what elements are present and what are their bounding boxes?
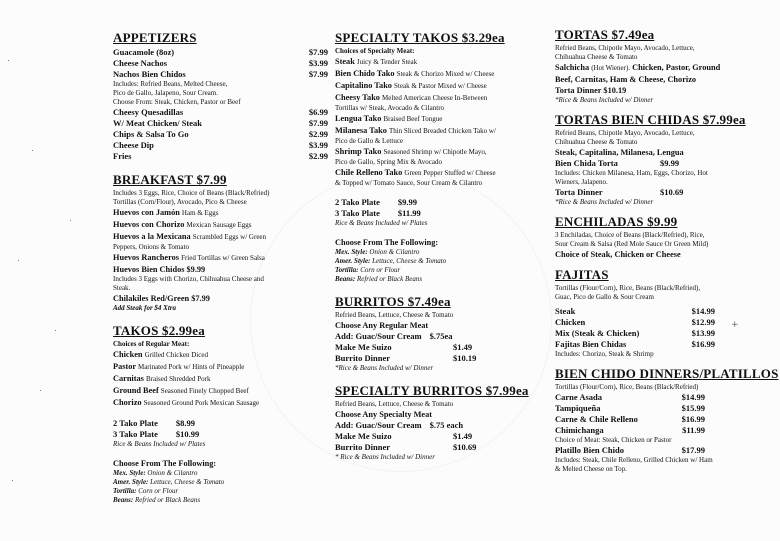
enchiladas-section bbox=[555, 214, 775, 260]
section-title: SPECIALTY BURRITOS $7.99ea bbox=[335, 383, 529, 398]
option-line: Tortilla: Corn or Flour bbox=[113, 487, 179, 495]
menu-item: Choice of Steak, Chicken or Cheese bbox=[555, 250, 681, 259]
menu-item: Huevos Rancheros Fried Tortillas w/ Green Salsa bbox=[113, 253, 265, 262]
menu-item: Carnitas Braised Shredded Pork bbox=[113, 374, 211, 383]
plate-note: Rice & Beans Included w/ Plates bbox=[113, 440, 206, 448]
section-intro: Sour Cream & Salsa (Red Mole Sauce Or Green Mild) bbox=[555, 240, 709, 248]
menu-item: Bien Chida Torta $9.99 bbox=[555, 158, 680, 168]
section-intro: Refried Beans, Lettuce, Cheese & Tomato bbox=[335, 311, 454, 319]
menu-item: Lengua Tako Braised Beef Tongue bbox=[335, 114, 443, 123]
menu-item: Chimichanga $11.99 bbox=[555, 425, 705, 435]
menu-item: Choose Any Regular Meat bbox=[335, 321, 429, 330]
option-line: Tortilla: Corn or Flour bbox=[335, 266, 401, 274]
option-line: Beans: Refried or Black Beans bbox=[113, 496, 201, 504]
menu-item: Mix (Steak & Chicken) $13.99 bbox=[555, 328, 715, 338]
menu-item: Huevos a la Mexicana Scrambled Eggs w/ Green bbox=[113, 232, 267, 241]
item-description: Wieners, Jalapeno. bbox=[555, 178, 608, 186]
menu-column-3 bbox=[555, 27, 779, 484]
item-description: Includes: Refried Beans, Melted Cheese, bbox=[113, 80, 228, 88]
section-intro: Refried Beans, Chipotle Mayo, Avocado, Lettuce, bbox=[555, 129, 695, 137]
option-line: Amer. Style: Lettuce, Cheese & Tomato bbox=[113, 478, 225, 486]
dinner-note: *Rice & Beans Included w/ Dinner bbox=[335, 364, 434, 372]
menu-item: Huevos con Jamón Ham & Eggs bbox=[113, 208, 219, 217]
menu-item: Beef, Carnitas, Ham & Cheese, Chorizo bbox=[555, 75, 697, 84]
menu-item: Make Me Suizo $1.49 bbox=[335, 431, 473, 441]
plate-item: 3 Tako Plate $10.99 bbox=[113, 429, 200, 439]
section-intro: Refried Beans, Lettuce, Cheese & Tomato bbox=[335, 400, 454, 408]
options-heading: Choose From The Following: bbox=[335, 238, 439, 247]
menu-item: Carne Asada $14.99 bbox=[555, 392, 705, 402]
section-intro: Tortillas (Corn/Flour), Avocado, Pico & Cheese bbox=[113, 198, 247, 206]
plate-item: 2 Tako Plate $8.99 bbox=[113, 418, 195, 428]
section-intro: 3 Enchiladas, Choice of Beans (Black/Refried), Rice, bbox=[555, 231, 705, 239]
menu-item: Cheese Dip $3.99 bbox=[113, 140, 328, 150]
fajitas-section bbox=[555, 267, 775, 359]
dinner-note: * Rice & Beans Included w/ Dinner bbox=[335, 453, 435, 461]
menu-item: Steak Juicy & Tender Steak bbox=[335, 57, 418, 66]
menu-item: Burrito Dinner $10.19 bbox=[335, 353, 477, 363]
menu-item: Cheesy Tako Melted American Cheese In-Between bbox=[335, 93, 488, 102]
menu-item: Steak $14.99 bbox=[555, 306, 715, 316]
section-intro: Refried Beans, Chipotle Mayo, Avocado, Lettuce, bbox=[555, 44, 695, 52]
menu-item: Huevos con Chorizo Mexican Sausage Eggs bbox=[113, 220, 252, 229]
menu-item: Shrimp Tako Seasoned Shrimp w/ Chipotle Mayo, bbox=[335, 147, 487, 156]
option-line: Beans: Refried or Black Beans bbox=[335, 275, 423, 283]
tortas-bien-chidas-section bbox=[555, 112, 775, 207]
menu-item: Capitalino Tako Steak & Pastor Mixed w/ Cheese bbox=[335, 81, 487, 90]
specialty-takos-section bbox=[335, 30, 550, 284]
dinner-note: *Rice & Beans Included w/ Dinner bbox=[555, 198, 654, 206]
item-description: Includes: Chorizo, Steak & Shrimp bbox=[555, 350, 654, 358]
menu-item: Nachos Bien Chidos $7.99 bbox=[113, 69, 328, 79]
item-description: Tortillas w/ Steak, Avocado & Cilantro bbox=[335, 104, 445, 112]
section-title: TORTAS BIEN CHIDAS $7.99ea bbox=[555, 112, 746, 127]
menu-item: Steak, Capitalina, Milanesa, Lengua bbox=[555, 148, 684, 157]
menu-item: Cheese Nachos $3.99 bbox=[113, 58, 328, 68]
tortas-section bbox=[555, 27, 775, 105]
item-description: Pico de Gallo, Spring Mix & Avocado bbox=[335, 158, 442, 166]
section-title: ENCHILADAS $9.99 bbox=[555, 214, 678, 229]
menu-item: Pastor Marinated Pork w/ Hints of Pineapple bbox=[113, 362, 245, 371]
menu-item: Cheesy Quesadillas $6.99 bbox=[113, 107, 328, 117]
dinners-section bbox=[555, 366, 779, 474]
item-description: Includes 3 Eggs with Chorizo, Chihuahua Cheese and bbox=[113, 275, 264, 283]
crosshair-icon: + bbox=[731, 320, 739, 330]
paper-speck bbox=[55, 330, 56, 331]
option-line: Mex. Style: Onion & Cilantro bbox=[335, 248, 420, 256]
item-description: Steak. bbox=[113, 284, 131, 292]
menu-column-1 bbox=[113, 30, 328, 515]
item-description: Pico de Gallo & Lettuce bbox=[335, 137, 404, 145]
section-intro: Tortillas (Flour/Corn), Rice, Beans (Black/Refried) bbox=[555, 383, 699, 391]
menu-item: Chorizo Seasoned Ground Pork Mexican Sausage bbox=[113, 398, 260, 407]
menu-item: Torta Dinner $10.69 bbox=[555, 187, 684, 197]
menu-item: W/ Meat Chicken/ Steak $7.99 bbox=[113, 118, 328, 128]
menu-item: Platillo Bien Chido $17.99 bbox=[555, 445, 705, 455]
option-line: Mex. Style: Onion & Cilantro bbox=[113, 469, 198, 477]
specialty-burritos-section bbox=[335, 383, 550, 462]
section-title: APPETIZERS bbox=[113, 30, 197, 45]
item-description: Includes: Chicken Milanesa, Ham, Eggs, Chorizo, Hot bbox=[555, 169, 708, 177]
section-intro: Chihuahua Cheese & Tomato bbox=[555, 138, 638, 146]
menu-item: Make Me Suizo $1.49 bbox=[335, 342, 473, 352]
section-title: FAJITAS bbox=[555, 267, 609, 282]
menu-item: Bien Chido Tako Steak & Chorizo Mixed w/ Cheese bbox=[335, 69, 495, 78]
menu-item: Milanesa Tako Thin Sliced Breaded Chicken Tako w/ bbox=[335, 126, 496, 135]
item-description: Pico de Gallo, Jalapeno, Sour Cream. bbox=[113, 89, 218, 97]
menu-item: Tampiqueña $15.99 bbox=[555, 403, 705, 413]
takos-section bbox=[113, 323, 328, 505]
menu-item: Chicken $12.99 bbox=[555, 317, 715, 327]
menu-item: Ground Beef Seasoned Finely Chopped Beef bbox=[113, 386, 249, 395]
add-on-note: Add Steak for $4 Xtra bbox=[113, 304, 177, 312]
section-title: BURRITOS $7.49ea bbox=[335, 294, 451, 309]
paper-speck bbox=[12, 480, 13, 481]
dinner-note: *Rice & Beans Included w/ Dinner bbox=[555, 96, 654, 104]
menu-item: Salchicha (Hot Wiener). Chicken, Pastor, Ground bbox=[555, 63, 721, 72]
appetizers-section bbox=[113, 30, 328, 162]
menu-item: Chile Relleno Tako Green Pepper Stuffed w/ Cheese bbox=[335, 168, 496, 177]
section-intro: Choices of Specialty Meat: bbox=[335, 47, 415, 55]
item-description: & Topped w/ Tomato Sauce, Sour Cream & Cilantro bbox=[335, 179, 483, 187]
option-line: Amer. Style: Lettuce, Cheese & Tomato bbox=[335, 257, 447, 265]
section-intro: Choices of Regular Meat: bbox=[113, 340, 190, 348]
paper-speck bbox=[18, 260, 19, 261]
item-description: Choice of Meat: Steak, Chicken or Pastor bbox=[555, 436, 672, 444]
paper-speck bbox=[32, 150, 33, 151]
section-intro: Chihuahua Cheese & Tomato bbox=[555, 53, 638, 61]
burritos-section bbox=[335, 294, 550, 373]
section-title: BREAKFAST $7.99 bbox=[113, 172, 227, 187]
menu-item: Torta Dinner $10.19 bbox=[555, 86, 627, 95]
menu-item: Chilakiles Red/Green $7.99 bbox=[113, 294, 210, 303]
plate-item: 3 Tako Plate $11.99 bbox=[335, 208, 421, 218]
menu-item: Burrito Dinner $10.69 bbox=[335, 442, 477, 452]
paper-speck bbox=[8, 60, 9, 61]
options-heading: Choose From The Following: bbox=[113, 459, 217, 468]
menu-item: Choose Any Specialty Meat bbox=[335, 410, 433, 419]
menu-item: Fajitas Bien Chidas $16.99 bbox=[555, 339, 715, 349]
menu-item: Chips & Salsa To Go $2.99 bbox=[113, 129, 328, 139]
section-intro: Tortillas (Flour/Corn), Rice, Beans (Black/Refried), bbox=[555, 284, 701, 292]
paper-speck bbox=[40, 390, 41, 391]
section-title: SPECIALTY TAKOS $3.29ea bbox=[335, 30, 505, 45]
menu-item: Add: Guac/Sour Cream $.75 each bbox=[335, 420, 464, 430]
menu-item: Add: Guac/Sour Cream $.75ea bbox=[335, 331, 453, 341]
plate-note: Rice & Beans Included w/ Plates bbox=[335, 219, 428, 227]
item-description: & Melted Cheese on Top. bbox=[555, 465, 627, 473]
menu-item: Huevos Bien Chidos $9.99 bbox=[113, 265, 206, 274]
item-description: Peppers, Onions & Tomato bbox=[113, 243, 189, 251]
plate-item: 2 Tako Plate $9.99 bbox=[335, 197, 417, 207]
item-description: Choose From: Steak, Chicken, Pastor or Beef bbox=[113, 98, 241, 106]
menu-item: Guacamole (8oz) $7.99 bbox=[113, 47, 328, 57]
section-intro: Guac, Pico de Gallo & Sour Cream bbox=[555, 293, 654, 301]
section-title: TORTAS $7.49ea bbox=[555, 27, 655, 42]
menu-item: Fries $2.99 bbox=[113, 151, 328, 161]
breakfast-section bbox=[113, 172, 328, 313]
menu-item: Chicken Grilled Chicken Diced bbox=[113, 350, 208, 359]
menu-item: Carne & Chile Relleno $16.99 bbox=[555, 414, 705, 424]
item-description: Includes: Steak, Chile Relleno, Grilled Chicken w/ Ham bbox=[555, 456, 713, 464]
menu-column-2 bbox=[335, 30, 550, 472]
section-title: BIEN CHIDO DINNERS/PLATILLOS bbox=[555, 366, 779, 381]
paper-speck bbox=[70, 220, 71, 221]
section-title: TAKOS $2.99ea bbox=[113, 323, 205, 338]
section-intro: Includes 3 Eggs, Rice, Choice of Beans (Black/Refried) bbox=[113, 189, 270, 197]
